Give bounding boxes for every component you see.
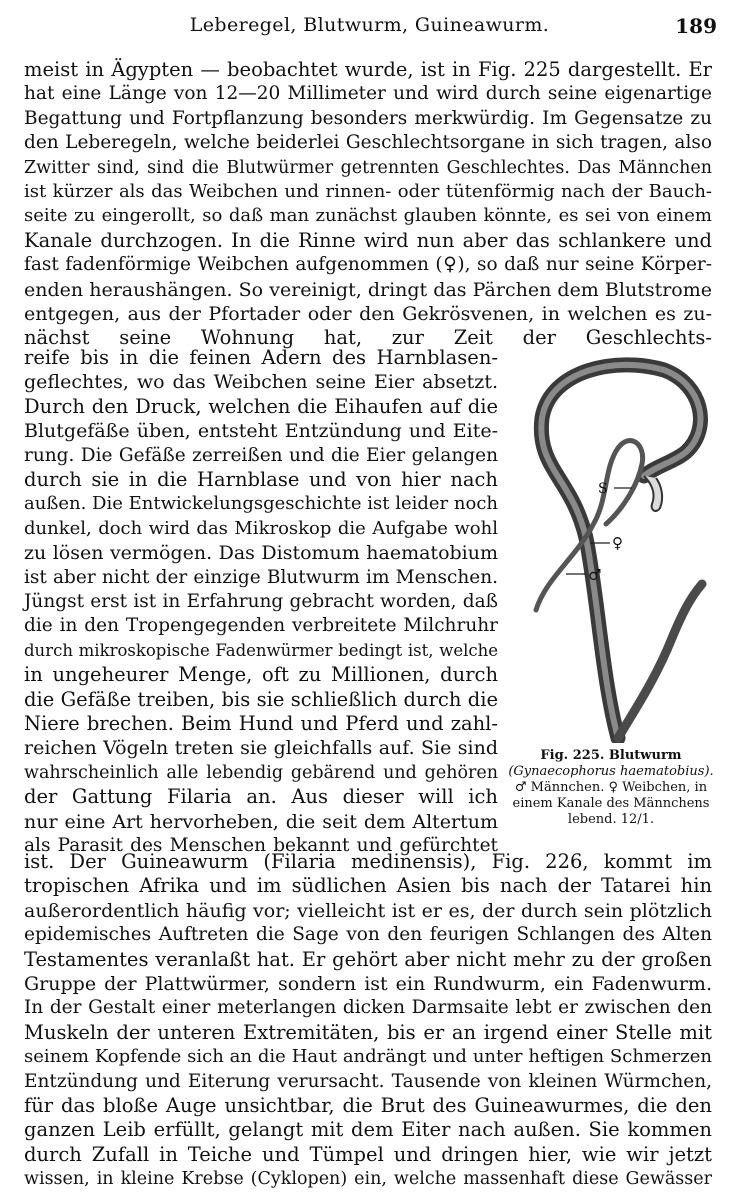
text-line: enden heraushängen. So vereinigt, dringt das Pärchen dem Blutstrome <box>24 278 712 301</box>
text-line: ist kürzer als das Weibchen und rinnen- oder tütenförmig nach der Bauch- <box>24 181 712 202</box>
text-line: für das bloße Auge unsichtbar, die Brut des Guineawurmes, die den <box>24 1094 712 1117</box>
text-line: Testamentes veranlaßt hat. Er gehört aber nicht mehr zu der großen <box>24 947 712 971</box>
text-line: nur eine Art hervorheben, die seit dem Altertum <box>24 810 498 833</box>
caption-title: Fig. 225. Blutwurm <box>540 748 682 763</box>
text-line: Begattung und Fortpflanzung besonders merkwürdig. Im Gegensatze zu <box>24 107 712 129</box>
text-line: ist. Der Guineawurm (Filaria medinensis), Fig. 226, kommt im <box>24 850 712 873</box>
caption-species: (Gynaecophorus haematobius). <box>508 764 714 779</box>
text-line: durch sie in die Harnblase und von hier nach <box>24 468 498 491</box>
caption-line: lebend. 12/1. <box>567 812 655 827</box>
text-line: entgegen, aus der Pfortader oder den Gekrösvenen, in welchen es zu- <box>24 303 712 325</box>
text-line: nächst seine Wohnung hat, zur Zeit der Geschlechts- <box>24 326 712 350</box>
text-line: ist aber nicht der einzige Blutwurm im Menschen. <box>24 566 498 588</box>
label-female: ♀ <box>612 534 623 552</box>
running-head: Leberegel, Blutwurm, Guineawurm. <box>189 14 550 36</box>
text-line: wissen, in kleine Krebse (Cyklopen) ein, welche massenhaft diese Gewässer <box>24 1169 712 1190</box>
figure-caption <box>500 748 722 828</box>
text-line: seite zu eingerollt, so daß man zunächst glauben könnte, es sei von einem <box>24 205 712 227</box>
text-line: durch Zufall in Teiche und Tümpel und dringen hier, wie wir jetzt <box>24 1142 712 1166</box>
text-line: reife bis in die feinen Adern des Harnblasen- <box>24 346 498 369</box>
text-line: tropischen Afrika und im südlichen Asien bis nach der Tatarei hin <box>24 874 712 898</box>
text-line: als Parasit des Menschen bekannt und gefürchtet <box>24 835 498 856</box>
text-line: Muskeln der unteren Extremitäten, bis er an irgend einer Stelle mit <box>24 1020 712 1044</box>
text-line: ganzen Leib erfüllt, gelangt mit dem Eiter nach außen. Sie kommen <box>24 1118 712 1142</box>
text-line: der Gattung Filaria an. Aus dieser will ich <box>24 785 498 809</box>
blood-worm-illustration <box>506 348 718 743</box>
text-line: rung. Die Gefäße zerreißen und die Eier gelangen <box>24 444 498 466</box>
text-line: meist in Ägypten — beobachtet wurde, ist in Fig. 225 dargestellt. Er <box>24 58 712 81</box>
text-line: Jüngst erst ist in Erfahrung gebracht worden, daß <box>24 591 498 612</box>
text-line: Blutgefäße üben, entsteht Entzündung und Eite- <box>24 420 498 443</box>
text-line: durch mikroskopische Fadenwürmer bedingt ist, welche <box>24 640 498 660</box>
text-line: epidemisches Auftreten die Sage von den feurigen Schlangen des Alten <box>24 924 712 946</box>
text-line: seinem Kopfende sich an die Haut andrängt und unter heftigen Schmerzen <box>24 1046 712 1068</box>
text-line: den Leberegeln, welche beiderlei Geschlechtsorgane in sich tragen, also <box>24 132 712 154</box>
text-line: wahrscheinlich alle lebendig gebärend und gehören <box>24 762 498 783</box>
male-worm-tail <box>618 584 702 738</box>
caption-line: einem Kanale des Männchens <box>512 796 710 811</box>
text-line: außerordentlich häufig vor; vielleicht ist er es, der durch sein plötzlich <box>24 899 712 922</box>
text-line: in ungeheurer Menge, oft zu Millionen, durch <box>24 663 498 687</box>
page-number: 189 <box>675 14 717 38</box>
text-line: reichen Vögeln treten sie gleichfalls auf. Sie sind <box>24 737 498 760</box>
text-line: Durch den Druck, welchen die Eihaufen auf die <box>24 394 498 418</box>
text-line: Zwitter sind, sind die Blutwürmer getrennten Geschlechtes. Das Männchen <box>24 157 712 178</box>
text-line: Gruppe der Plattwürmer, sondern ist ein Rundwurm, ein Fadenwurm. <box>24 973 712 995</box>
text-line: geflechtes, wo das Weibchen seine Eier absetzt. <box>24 371 498 394</box>
text-line: die in den Tropengegenden verbreitete Milchruhr <box>24 615 498 637</box>
text-line: die Gefäße treiben, bis sie schließlich durch die <box>24 687 498 711</box>
text-line: Entzündung und Eiterung verursacht. Tausende von kleinen Würmchen, <box>24 1070 712 1092</box>
text-line: In der Gestalt einer meterlangen dicken Darmsaite lebt er zwischen den <box>24 997 712 1019</box>
label-s: S <box>598 481 608 497</box>
page-header <box>22 14 717 44</box>
text-line: fast fadenförmige Weibchen aufgenommen (♀), so daß nur seine Körper- <box>24 254 712 276</box>
text-line: dunkel, doch wird das Mikroskop die Aufgabe wohl <box>24 517 498 539</box>
text-line: zu lösen vermögen. Das Distomum haematobium <box>24 542 498 565</box>
text-line: Kanale durchzogen. In die Rinne wird nun aber das schlankere und <box>24 228 712 252</box>
text-line: Niere brechen. Beim Hund und Pferd und zahl- <box>24 712 498 735</box>
caption-line: ♂ Männchen. ♀ Weibchen, in <box>514 780 708 795</box>
figure-blood-worm <box>506 348 718 743</box>
label-male: ♂ <box>588 566 602 584</box>
text-line: außen. Die Entwickelungsgeschichte ist leider noch <box>24 493 498 515</box>
text-line: hat eine Länge von 12—20 Millimeter und wird durch seine eigenartige <box>24 83 712 105</box>
